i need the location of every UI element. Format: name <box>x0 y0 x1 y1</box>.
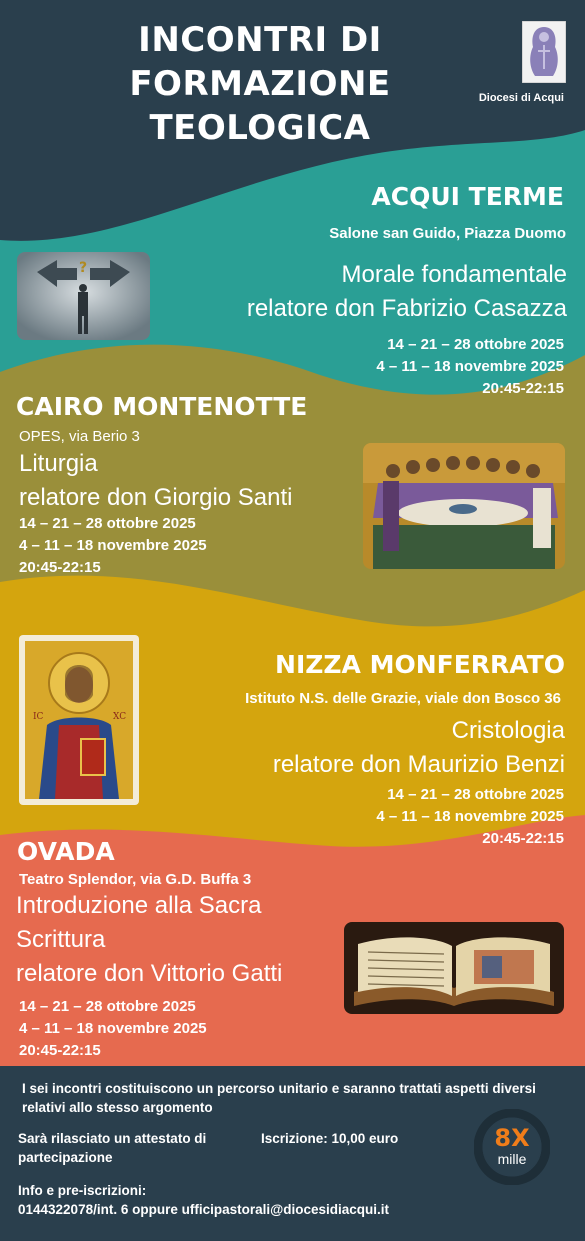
dates-november: 4 – 11 – 18 novembre 2025 <box>376 808 564 825</box>
course-nizza-monferrato <box>273 714 565 782</box>
session-time: 20:45-22:15 <box>482 830 564 847</box>
contact-info: 0144322078/int. 6 oppure ufficipastorali@diocesidiacqui.it <box>18 1202 390 1217</box>
dates-october: 14 – 21 – 28 ottobre 2025 <box>19 998 196 1015</box>
venue-cairo-montenotte: OPES, via Berio 3 <box>19 428 140 445</box>
svg-text:XC: XC <box>113 712 127 722</box>
certificate-line-2: partecipazione <box>18 1150 113 1165</box>
diocese-label: Diocesi di Acqui <box>478 92 564 104</box>
session-time: 20:45-22:15 <box>19 559 101 576</box>
svg-text:IC: IC <box>33 712 44 722</box>
dates-cairo-montenotte <box>19 513 207 579</box>
course-title: Liturgia <box>19 450 98 477</box>
registration-fee: Iscrizione: 10,00 euro <box>261 1131 399 1146</box>
course-speaker: relatore don Maurizio Benzi <box>272 751 565 778</box>
dates-ovada <box>19 996 207 1062</box>
course-title-line-1: Introduzione alla Sacra <box>16 892 262 919</box>
crossroads-image <box>17 252 150 340</box>
title-line-1: INCONTRI DI FORMAZIONE <box>129 20 391 104</box>
dates-nizza-monferrato <box>376 784 564 850</box>
course-speaker: relatore don Giorgio Santi <box>19 484 293 511</box>
session-time: 20:45-22:15 <box>482 380 564 397</box>
dates-november: 4 – 11 – 18 novembre 2025 <box>376 358 564 375</box>
logo-sub: mille <box>497 1151 527 1167</box>
otto-per-mille-logo <box>474 1109 550 1185</box>
dates-october: 14 – 21 – 28 ottobre 2025 <box>387 336 564 353</box>
dates-november: 4 – 11 – 18 novembre 2025 <box>19 537 207 554</box>
city-nizza-monferrato: NIZZA MONFERRATO <box>275 650 565 679</box>
course-title: Cristologia <box>451 717 565 744</box>
city-cairo-montenotte: CAIRO MONTENOTTE <box>16 392 308 421</box>
title-line-2: TEOLOGICA <box>149 108 371 148</box>
course-speaker: relatore don Vittorio Gatti <box>16 960 283 987</box>
course-acqui-terme <box>247 258 567 326</box>
page-title <box>10 18 510 150</box>
session-time: 20:45-22:15 <box>19 1042 101 1059</box>
dates-acqui-terme <box>376 334 564 400</box>
course-cairo-montenotte <box>19 447 293 515</box>
diocese-logo <box>522 21 566 83</box>
last-supper-mosaic-image <box>363 443 565 569</box>
dates-october: 14 – 21 – 28 ottobre 2025 <box>19 515 196 532</box>
course-title-line-2: Scrittura <box>16 926 106 953</box>
venue-nizza-monferrato: Istituto N.S. delle Grazie, viale don Bosco 36 <box>245 690 561 707</box>
course-ovada <box>16 889 282 991</box>
svg-text:?: ? <box>79 260 88 276</box>
certificate-line-1: Sarà rilasciato un attestato di <box>18 1131 207 1146</box>
info-label: Info e pre-iscrizioni: <box>18 1183 147 1198</box>
venue-acqui-terme: Salone san Guido, Piazza Duomo <box>329 225 566 242</box>
christ-icon-image <box>19 635 139 805</box>
open-bible-image <box>344 922 564 1014</box>
footer-description: I sei incontri costituiscono un percorso unitario e saranno trattati aspetti diversi relativi allo stesso argomento <box>22 1081 536 1115</box>
dates-october: 14 – 21 – 28 ottobre 2025 <box>387 786 564 803</box>
logo-main: 8X <box>494 1124 530 1152</box>
city-acqui-terme: ACQUI TERME <box>371 182 564 211</box>
venue-ovada: Teatro Splendor, via G.D. Buffa 3 <box>19 871 252 888</box>
certificate-note <box>18 1129 258 1167</box>
course-title: Morale fondamentale <box>341 261 567 288</box>
course-speaker: relatore don Fabrizio Casazza <box>246 295 567 322</box>
city-ovada: OVADA <box>17 837 115 866</box>
dates-november: 4 – 11 – 18 novembre 2025 <box>19 1020 207 1037</box>
